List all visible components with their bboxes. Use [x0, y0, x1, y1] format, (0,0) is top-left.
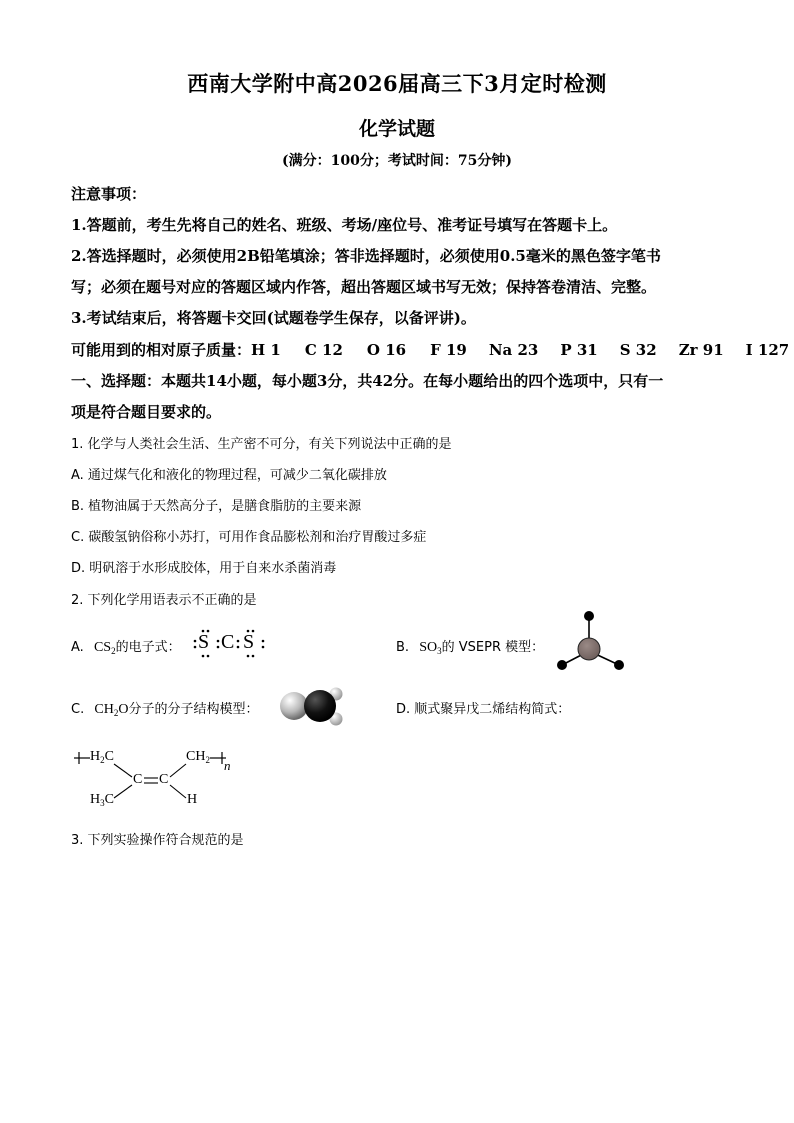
h3c-group: $H_3C$ — [90, 792, 114, 808]
q2-b-formula-sub: 3 — [437, 646, 442, 656]
q2-c-label: C. — [71, 702, 85, 717]
q3-stem: 3. 下列实验操作符合规范的是 — [71, 833, 244, 848]
ch2o-c-atom — [304, 690, 336, 722]
cs2-atom-s-right: S — [243, 631, 255, 653]
atomic-mass-h: H 1 — [251, 341, 281, 359]
q2-option-a — [71, 636, 181, 656]
atomic-mass-s: S 32 — [619, 341, 657, 359]
q1-option-c: C. 碳酸氢钠俗称小苏打，可用作食品膨松剂和治疗胃酸过多症 — [71, 530, 427, 545]
q2-b-label: B. — [396, 640, 410, 655]
q1-option-d: D. 明矾溶于水形成胶体，用于自来水杀菌消毒 — [71, 561, 337, 576]
q2-c-formula-2: O — [118, 702, 129, 717]
so3-central-atom — [578, 638, 600, 660]
ch2-group: $CH_2$ — [186, 749, 210, 765]
cs2-atom-s-left: S — [198, 631, 210, 653]
notes-item-1: 1.答题前，考生先将自己的姓名、班级、考场/座位号、准考证号填写在答题卡上。 — [71, 216, 618, 234]
q2-a-formula-sub: 2 — [111, 646, 116, 656]
cs2-electron-formula — [189, 624, 269, 660]
notes-item-2-line-1: 2.答选择题时，必须使用2B铅笔填涂；答非选择题时，必须使用0.5毫米的黑色签字笔书 — [71, 247, 661, 265]
q2-option-d: D. 顺式聚异戊二烯结构简式： — [396, 702, 571, 717]
alkene-carbon-right: C — [159, 772, 169, 787]
exam-info: (满分：100分；考试时间：75分钟) — [282, 153, 512, 169]
so3-ligand-top — [584, 611, 594, 621]
q1-option-b: B. 植物油属于天然高分子，是膳食脂肪的主要来源 — [71, 499, 362, 514]
q2-stem: 2. 下列化学用语表示不正确的是 — [71, 593, 257, 608]
subject-title: 化学试题 — [358, 118, 435, 140]
q2-option-c — [71, 698, 258, 718]
notes-item-3: 3.考试结束后，将答题卡交回(试题卷学生保存，以备评讲)。 — [71, 309, 476, 327]
atomic-masses-label: 可能用到的相对原子质量： — [71, 341, 252, 359]
repeat-index-n: n — [224, 758, 231, 773]
hydrogen-atom: H — [187, 792, 198, 807]
so3-ligand-right — [614, 660, 624, 670]
exam-title: 西南大学附中高2026届高三下3月定时检测 — [187, 71, 607, 96]
atomic-mass-p: P 31 — [560, 341, 598, 359]
cis-polyisoprene-structure — [74, 744, 244, 814]
h2c-group: $H_2C$ — [90, 749, 114, 765]
section-1-line-1: 一、选择题：本题共14小题，每小题3分，共42分。在每小题给出的四个选项中，只有一 — [71, 372, 664, 390]
q1-stem: 1. 化学与人类社会生活、生产密不可分，有关下列说法中正确的是 — [71, 437, 452, 452]
atomic-mass-o: O 16 — [366, 341, 407, 359]
ch2o-o-atom — [280, 692, 308, 720]
q2-c-formula-sub: 2 — [113, 708, 119, 718]
notes-heading: 注意事项： — [71, 185, 147, 203]
q2-b-formula: SO — [419, 640, 438, 655]
atomic-mass-zr: Zr 91 — [678, 341, 724, 359]
cs2-atom-c: C — [221, 631, 235, 653]
atomic-mass-i: I 127 — [745, 341, 790, 359]
atomic-masses — [71, 339, 789, 360]
alkene-carbon-left: C — [133, 772, 143, 787]
atomic-mass-na: Na 23 — [488, 341, 539, 359]
q2-c-text: 分子的分子结构模型： — [128, 702, 259, 717]
so3-vsepr-model — [552, 607, 632, 677]
q2-a-formula: CS — [93, 640, 112, 655]
section-1-line-2: 项是符合题目要求的。 — [71, 403, 222, 421]
notes-item-2-line-2: 写；必须在题号对应的答题区域内作答，超出答题区域书写无效；保持答卷清洁、完整。 — [71, 278, 657, 296]
q2-c-formula-1: CH — [94, 702, 114, 717]
q2-option-b — [396, 636, 544, 656]
q2-b-text: 的 VSEPR 模型： — [441, 640, 545, 655]
ch2o-molecular-model — [278, 684, 348, 730]
q2-a-text: 的电子式： — [115, 640, 181, 655]
so3-ligand-left — [557, 660, 567, 670]
q1-option-a: A. 通过煤气化和液化的物理过程，可减少二氧化碳排放 — [71, 468, 387, 483]
atomic-mass-f: F 19 — [430, 341, 467, 359]
atomic-mass-c: C 12 — [304, 341, 343, 359]
q2-a-label: A. — [71, 640, 84, 655]
